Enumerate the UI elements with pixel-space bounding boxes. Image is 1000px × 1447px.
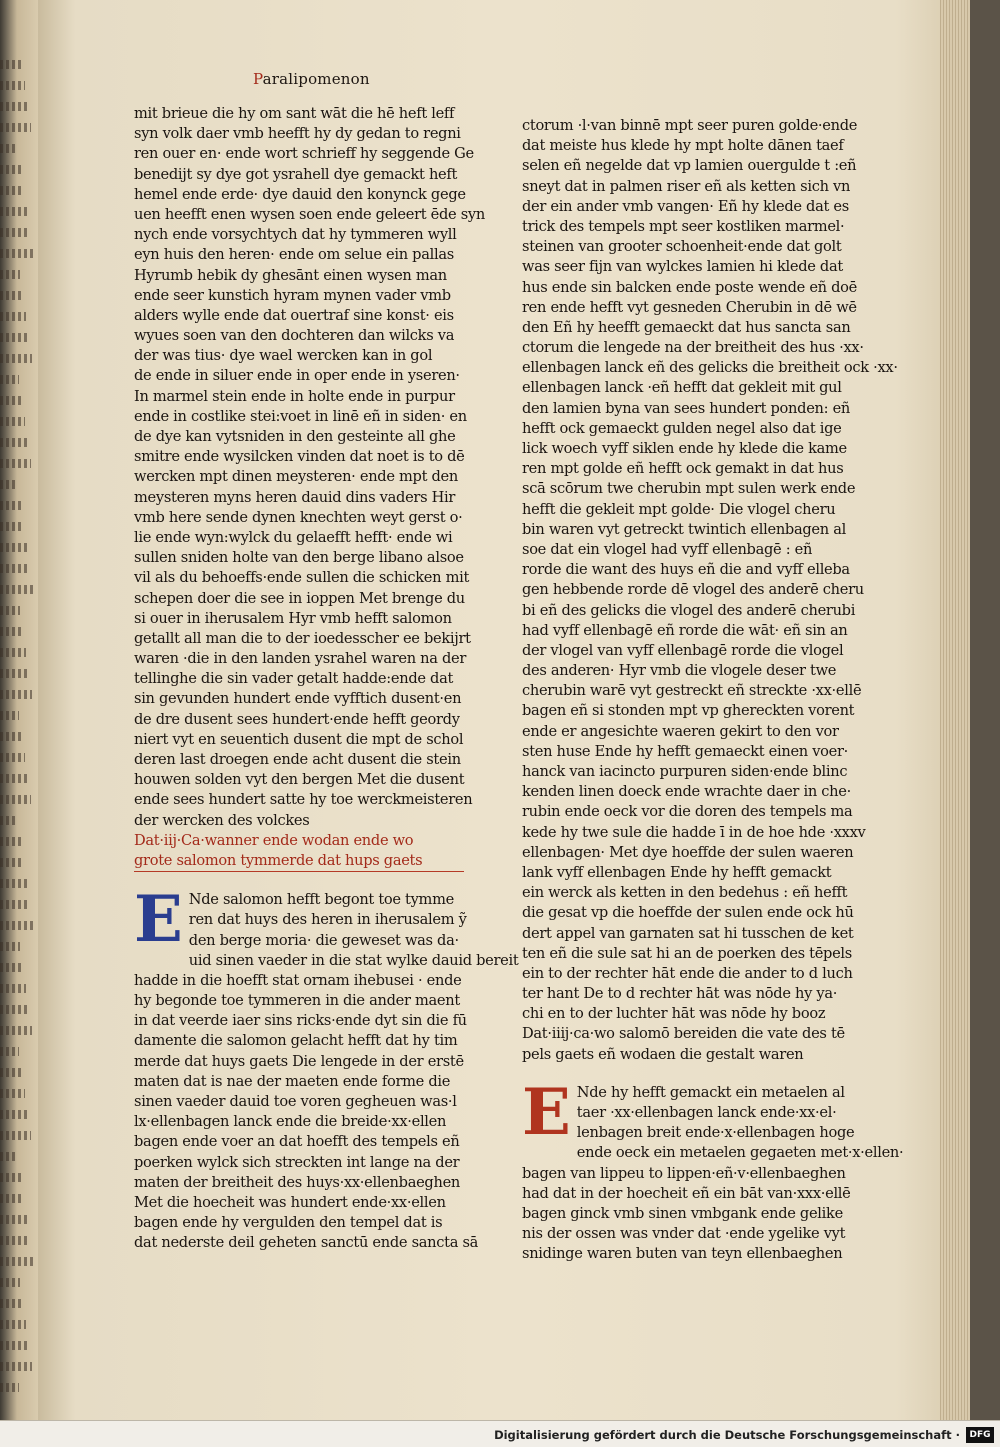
running-head-initial: P bbox=[253, 70, 263, 88]
text-line: waren ·die in den landen ysrahel waren na der bbox=[134, 650, 467, 668]
text-line: merde dat huys gaets Die lengede in der erstē bbox=[134, 1052, 464, 1070]
text-line: sneyt dat in palmen riser eñ als ketten sich vn bbox=[522, 177, 851, 195]
right-paragraph-text bbox=[522, 1143, 904, 1264]
right-chapter-rubric bbox=[522, 1024, 845, 1064]
text-line: dat meiste hus klede hy mpt holte dānen taef bbox=[522, 137, 844, 155]
text-line: des anderen· Hyr vmb die vlogele deser twe bbox=[522, 662, 837, 680]
text-line: hy begonde toe tymmeren in die ander maent bbox=[134, 992, 460, 1010]
facing-page-text-fragment bbox=[0, 837, 21, 846]
facing-page-text-fragment bbox=[0, 438, 28, 447]
text-line: scā scōrum twe cherubin mpt sulen werk ende bbox=[522, 480, 856, 498]
text-line: eyn huis den heren· ende om selue ein pallas bbox=[134, 246, 454, 264]
facing-page-text-fragment bbox=[0, 732, 22, 741]
text-line: wercken mpt dinen meysteren· ende mpt den bbox=[134, 468, 458, 486]
text-line: selen eñ negelde dat vp lamien ouergulde t :eñ bbox=[522, 157, 857, 175]
facing-page-text-fragment bbox=[0, 1110, 28, 1119]
text-line: ellenbagen· Met dye hoeffde der sulen waeren bbox=[522, 843, 854, 861]
text-line: getallt all man die to der ioedesscher ee bekijrt bbox=[134, 629, 471, 647]
text-line: ende sees hundert satte hy toe werckmeisteren bbox=[134, 791, 473, 809]
text-line: dat nederste deil geheten sanctū ende sancta sā bbox=[134, 1234, 479, 1252]
text-line: schepen doer die see in ioppen Met brenge du bbox=[134, 589, 465, 607]
facing-page-edge bbox=[0, 0, 38, 1447]
facing-page-text-fragment bbox=[0, 1047, 19, 1056]
text-line: der was tius· dye wael wercken kan in gol bbox=[134, 347, 433, 365]
text-line: deren last droegen ende acht dusent die stein bbox=[134, 751, 461, 768]
facing-page-text-fragment bbox=[0, 123, 31, 132]
facing-page-text-fragment bbox=[0, 333, 29, 342]
text-line: had vyff ellenbagē eñ rorde die wāt· eñ sin an bbox=[522, 621, 848, 639]
facing-page-text-fragment bbox=[0, 816, 18, 825]
left-paragraph bbox=[134, 882, 467, 958]
text-line: ctorum ·l·van binnē mpt seer puren golde·ende bbox=[522, 117, 858, 134]
text-line: bagen ginck vmb sinen vmbgank ende gelike bbox=[522, 1204, 843, 1222]
text-line: rorde die want des huys eñ die and vyff elleba bbox=[522, 561, 850, 579]
text-line: Dat·iiij·ca·wo salomō bereiden die vate des tē bbox=[522, 1025, 845, 1043]
text-line: sullen sniden holte van den berge libano alsoe bbox=[134, 549, 464, 567]
facing-page-text-fragment bbox=[0, 480, 18, 489]
right-paragraph bbox=[522, 1074, 855, 1150]
facing-page-text-fragment bbox=[0, 1341, 29, 1350]
facing-page-text-fragment bbox=[0, 1320, 26, 1329]
text-line: hemel ende erde· dye dauid den konynck gege bbox=[134, 185, 466, 203]
facing-page-text-fragment bbox=[0, 1383, 19, 1392]
text-line: lenbagen breit ende·x·ellenbagen hoge bbox=[576, 1124, 855, 1142]
text-line: taer ·xx·ellenbagen lanck ende·xx·el· bbox=[576, 1104, 837, 1121]
facing-page-text-fragment bbox=[0, 564, 30, 573]
facing-page-text-fragment bbox=[0, 270, 20, 279]
facing-page-text-fragment bbox=[0, 1278, 20, 1287]
text-line: gen hebbende rorde dē vlogel des anderē cheru bbox=[522, 581, 864, 599]
text-line: Met die hoecheit was hundert ende·xx·ellen bbox=[134, 1193, 446, 1211]
text-line: soe dat ein vlogel had vyff ellenbagē : eñ bbox=[522, 540, 813, 558]
left-column-text bbox=[134, 104, 485, 831]
facing-page-text-fragment bbox=[0, 228, 30, 237]
text-line: damente die salomon gelacht hefft dat hy tim bbox=[134, 1032, 458, 1050]
dfg-logo-icon: DFG bbox=[966, 1427, 994, 1443]
facing-page-text-fragment bbox=[0, 249, 33, 258]
text-line: bagen ende voer an dat hoefft des tempels eñ bbox=[134, 1133, 460, 1151]
text-line: in dat veerde iaer sins ricks·ende dyt sin die fū bbox=[134, 1012, 467, 1030]
text-line: bi eñ des gelicks die vlogel des anderē cherubi bbox=[522, 601, 856, 619]
text-line: ende in costlike stei:voet in linē eñ in siden· en bbox=[134, 407, 467, 425]
facing-page-text-fragment bbox=[0, 186, 24, 195]
text-line: ren ende hefft vyt gesneden Cherubin in dē wē bbox=[522, 298, 857, 316]
text-line: niert vyt en seuentich dusent die mpt de schol bbox=[134, 730, 464, 748]
facing-page-text-fragment bbox=[0, 1236, 30, 1245]
facing-page-text-fragment bbox=[0, 942, 20, 951]
facing-page-text-fragment bbox=[0, 648, 26, 657]
text-line: nis der ossen was vnder dat ·ende ygelike vyt bbox=[522, 1225, 846, 1243]
text-line: Hyrumb hebik dy ghesānt einen wysen man bbox=[134, 266, 447, 284]
facing-page-text-fragment bbox=[0, 921, 33, 930]
text-line: syn volk daer vmb heefft hy dy gedan to regni bbox=[134, 125, 461, 143]
text-line: hefft ock gemaeckt gulden negel also dat ige bbox=[522, 419, 842, 437]
text-line: grote salomon tymmerde dat hups gaets bbox=[134, 851, 423, 869]
text-line: bin waren vyt getreckt twintich ellenbagen al bbox=[522, 520, 846, 538]
facing-page-text-fragment bbox=[0, 669, 29, 678]
facing-page-text-fragment bbox=[0, 1005, 29, 1014]
text-line: maten dat is nae der maeten ende forme die bbox=[134, 1072, 451, 1090]
facing-page-text-fragment bbox=[0, 1362, 32, 1371]
text-line: ter hant De to d rechter hāt was nōde hy ya· bbox=[522, 985, 838, 1003]
facing-page-text-fragment bbox=[0, 1257, 33, 1266]
facing-page-text-fragment bbox=[0, 102, 28, 111]
text-line: ten eñ die sule sat hi an de poerken des tēpels bbox=[522, 944, 852, 962]
text-line: maten der breitheit des huys·xx·ellenbaeghen bbox=[134, 1173, 461, 1191]
text-line: ren dat huys des heren in iherusalem ỹ bbox=[188, 911, 467, 929]
left-decorated-initial: E bbox=[134, 882, 183, 958]
text-line: hanck van iacincto purpuren siden·ende blinc bbox=[522, 763, 848, 780]
facing-page-text-fragment bbox=[0, 606, 20, 615]
text-line: si ouer in iherusalem Hyr vmb hefft salomon bbox=[134, 609, 452, 627]
left-column bbox=[134, 104, 519, 1254]
facing-page-text-fragment bbox=[0, 60, 22, 69]
facing-page-text-fragment bbox=[0, 1215, 27, 1224]
footer-credit: Digitalisierung gefördert durch die Deutsche Forschungsgemeinschaft · bbox=[494, 1428, 960, 1442]
text-line: Nde salomon hefft begont toe tymme bbox=[188, 891, 454, 909]
text-line: ctorum die lengede na der breitheit des hus ·xx· bbox=[522, 339, 864, 357]
facing-page-text-fragment bbox=[0, 963, 23, 972]
text-line: mit brieue die hy om sant wāt die hē heft leff bbox=[134, 105, 455, 122]
text-line: cherubin warē vyt gestreckt eñ streckte ·xx·ellē bbox=[522, 682, 862, 700]
text-line: houwen solden vyt den bergen Met die dusent bbox=[134, 771, 465, 789]
text-line: vmb here sende dynen knechten weyt gerst o· bbox=[134, 508, 463, 526]
text-line: uid sinen vaeder in die stat wylke dauid bereit bbox=[188, 951, 519, 969]
text-line: den lamien byna van sees hundert ponden: eñ bbox=[522, 399, 851, 417]
text-line: rubin ende oeck vor die doren des tempels ma bbox=[522, 803, 853, 821]
text-line: nych ende vorsychtych dat hy tymmeren wyll bbox=[134, 226, 457, 244]
text-line: Nde hy hefft gemackt ein metaelen al bbox=[576, 1083, 845, 1101]
text-line: was seer fijn van wylckes lamien hi klede dat bbox=[522, 258, 843, 276]
right-decorated-initial: E bbox=[522, 1074, 571, 1150]
facing-page-text-fragment bbox=[0, 522, 24, 531]
facing-page-text-fragment bbox=[0, 501, 21, 510]
text-line: tellinghe die sin vader getalt hadde:ende dat bbox=[134, 670, 454, 688]
facing-page-text-fragment bbox=[0, 312, 26, 321]
text-line: ellenbagen lanck ·eñ hefft dat gekleit mit gul bbox=[522, 379, 842, 397]
text-line: sin gevunden hundert ende vyfftich dusent·en bbox=[134, 690, 462, 708]
text-line: hus ende sin balcken ende poste wende eñ doē bbox=[522, 278, 857, 296]
text-line: vil als du behoeffs·ende sullen die schicken mit bbox=[134, 569, 470, 587]
text-line: bagen ende hy vergulden den tempel dat is bbox=[134, 1214, 443, 1232]
text-line: hefft die gekleit mpt golde· Die vlogel cheru bbox=[522, 500, 836, 518]
text-line: steinen van grooter schoenheit·ende dat golt bbox=[522, 238, 842, 256]
text-line: dert appel van garnaten sat hi tusschen de ket bbox=[522, 924, 854, 942]
facing-page-text-fragment bbox=[0, 627, 23, 636]
text-line: lick woech vyff siklen ende hy klede die kame bbox=[522, 440, 847, 457]
text-line: ren ouer en· ende wort schrieff hy seggende Ge bbox=[134, 145, 474, 163]
text-line: pels gaets eñ wodaen die gestalt waren bbox=[522, 1045, 804, 1063]
text-line: hadde in die hoefft stat ornam ihebusei · ende bbox=[134, 971, 462, 989]
facing-page-text-fragment bbox=[0, 417, 25, 426]
facing-page-text-fragment bbox=[0, 1026, 32, 1035]
left-paragraph-text bbox=[134, 951, 519, 1254]
text-line: ren mpt golde eñ hefft ock gemakt in dat hus bbox=[522, 460, 844, 478]
facing-page-text-fragment bbox=[0, 396, 22, 405]
facing-page-text-fragment bbox=[0, 1068, 22, 1077]
facing-page-text-fragment bbox=[0, 354, 32, 363]
text-line: kede hy twe sule die hadde ī in de hoe hde ·xxxv bbox=[522, 823, 866, 841]
footer-bar bbox=[0, 1420, 1000, 1447]
facing-page-text-fragment bbox=[0, 1173, 21, 1182]
text-line: lx·ellenbagen lanck ende die breide·xx·ellen bbox=[134, 1113, 447, 1131]
text-line: benedijt sy dye got ysrahell dye gemackt heft bbox=[134, 165, 458, 183]
text-line: wyues soen van den dochteren dan wilcks va bbox=[134, 327, 455, 345]
facing-page-text-fragment bbox=[0, 1194, 24, 1203]
text-line: der ein ander vmb vangen· Eñ hy klede dat es bbox=[522, 197, 849, 215]
text-line: der wercken des volckes bbox=[134, 811, 310, 829]
running-head-text: aralipomenon bbox=[262, 70, 370, 88]
text-line: ende oeck ein metaelen gegaeten met·x·ellen· bbox=[576, 1144, 904, 1162]
text-line: bagen van lippeu to lippen·eñ·v·ellenbaeghen bbox=[522, 1164, 846, 1182]
facing-page-text-fragment bbox=[0, 984, 26, 993]
facing-page-text-fragment bbox=[0, 1299, 23, 1308]
text-line: kenden linen doeck ende wrachte daer in che· bbox=[522, 783, 851, 801]
text-line: ende seer kunstich hyram mynen vader vmb bbox=[134, 286, 451, 304]
text-line: snidinge waren buten van teyn ellenbaeghen bbox=[522, 1245, 843, 1263]
running-head bbox=[253, 70, 370, 88]
facing-page-text-fragment bbox=[0, 753, 25, 762]
facing-page-text-fragment bbox=[0, 690, 32, 699]
page-stack-edges bbox=[940, 0, 970, 1447]
text-line: ein werck als ketten in den bedehus : eñ hefft bbox=[522, 884, 848, 902]
text-line: smitre ende wysilcken vinden dat noet is to dē bbox=[134, 448, 465, 466]
facing-page-text-fragment bbox=[0, 1152, 18, 1161]
text-line: alders wylle ende dat ouertraf sine konst· eis bbox=[134, 306, 454, 324]
text-line: die gesat vp die hoeffde der sulen ende ock hū bbox=[522, 904, 854, 922]
facing-page-text-fragment bbox=[0, 879, 27, 888]
text-line: poerken wylck sich streckten int lange na der bbox=[134, 1153, 460, 1171]
facing-page-text-fragment bbox=[0, 144, 18, 153]
facing-page-text-fragment bbox=[0, 543, 27, 552]
text-line: de dye kan vytsniden in den gesteinte all ghe bbox=[134, 428, 456, 445]
text-line: ellenbagen lanck eñ des gelicks die breitheit ock ·xx· bbox=[522, 359, 898, 377]
text-line: meysteren myns heren dauid dins vaders Hir bbox=[134, 488, 456, 506]
text-line: den berge moria· die geweset was da· bbox=[188, 931, 459, 949]
text-line: ein to der rechter hāt ende die ander to d luch bbox=[522, 964, 853, 982]
text-line: sinen vaeder dauid toe voren gegheuen was·l bbox=[134, 1093, 457, 1110]
left-chapter-rubric bbox=[134, 831, 464, 872]
facing-page-text-fragment bbox=[0, 375, 19, 384]
facing-page-text-fragment bbox=[0, 291, 23, 300]
text-line: ende er angesichte waeren gekirt to den vor bbox=[522, 722, 839, 740]
text-line: Dat·iij·Ca·wanner ende wodan ende wo bbox=[134, 831, 414, 849]
text-line: sten huse Ende hy hefft gemaeckt einen voer· bbox=[522, 742, 849, 760]
text-line: de ende in siluer ende in oper ende in yseren· bbox=[134, 367, 460, 385]
text-line: In marmel stein ende in holte ende in purpur bbox=[134, 387, 455, 405]
facing-page-text-fragment bbox=[0, 1131, 31, 1140]
text-line: uen heefft enen wysen soen ende geleert ēde syn bbox=[134, 205, 485, 223]
facing-page-text-fragment bbox=[0, 165, 21, 174]
text-line: der vlogel van vyff ellenbagē rorde die vlogel bbox=[522, 641, 844, 659]
facing-page-text-fragment bbox=[0, 81, 25, 90]
facing-page-text-fragment bbox=[0, 795, 31, 804]
book-page bbox=[38, 0, 970, 1447]
facing-page-text-fragment bbox=[0, 459, 31, 468]
text-line: den Eñ hy heefft gemaeckt dat hus sancta san bbox=[522, 318, 851, 336]
right-column bbox=[522, 116, 904, 1265]
right-column-text bbox=[522, 116, 898, 1024]
facing-page-text-fragment bbox=[0, 207, 27, 216]
facing-page-text-fragment bbox=[0, 900, 30, 909]
text-line: chi en to der luchter hāt was nōde hy booz bbox=[522, 1005, 826, 1023]
text-line: lie ende wyn:wylck du gelaefft hefft· ende wi bbox=[134, 528, 453, 546]
facing-page-text-fragment bbox=[0, 774, 28, 783]
facing-page-text-fragment bbox=[0, 858, 24, 867]
text-line: bagen eñ si stonden mpt vp ghereckten vorent bbox=[522, 702, 855, 720]
text-line: lank vyff ellenbagen Ende hy hefft gemackt bbox=[522, 863, 832, 881]
facing-page-text-fragment bbox=[0, 1089, 25, 1098]
text-line: trick des tempels mpt seer kostliken marmel· bbox=[522, 217, 845, 235]
facing-page-text-fragment bbox=[0, 711, 19, 720]
text-line: de dre dusent sees hundert·ende hefft geordy bbox=[134, 710, 460, 728]
text-line: had dat in der hoecheit eñ ein bāt van·xxx·ellē bbox=[522, 1184, 851, 1202]
facing-page-text-fragment bbox=[0, 585, 33, 594]
